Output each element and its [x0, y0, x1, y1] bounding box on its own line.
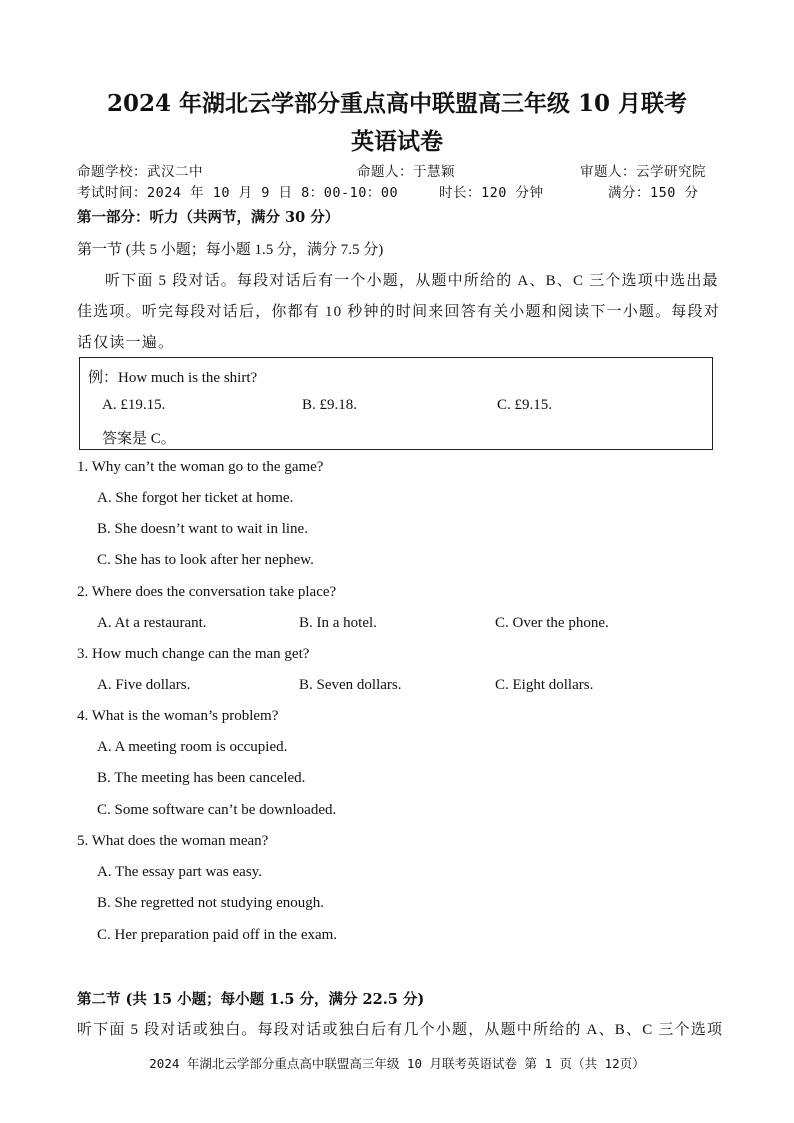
question-2-option-c: C. Over the phone.: [495, 615, 609, 631]
question-1-option-a: A. She forgot her ticket at home.: [97, 490, 294, 506]
page-subtitle: 英语试卷: [351, 128, 443, 155]
question-5-option-b: B. She regretted not studying enough.: [97, 895, 325, 911]
question-3-option-b: B. Seven dollars.: [299, 677, 402, 693]
example-question: 例：How much is the shirt?: [88, 370, 258, 386]
meta-school: 命题学校：武汉二中: [77, 164, 203, 180]
question-1: 1. Why can’t the woman go to the game?: [77, 459, 324, 475]
example-option-a: A. £19.15.: [102, 397, 166, 413]
section1-instruction-line: 佳选项。听完每段对话后，你都有 10 秒钟的时间来回答有关小题和阅读下一小题。每段对: [77, 304, 720, 320]
question-5: 5. What does the woman mean?: [77, 833, 269, 849]
example-option-c: C. £9.15.: [497, 397, 553, 413]
meta-score: 满分：150 分: [608, 185, 699, 201]
part1-heading: 第一部分：听力（共两节，满分 30 分）: [77, 209, 340, 226]
section2-instruction: 听下面 5 段对话或独白。每段对话或独白后有几个小题，从题中所给的 A、B、C 三个选项: [77, 1022, 724, 1038]
example-box: [79, 357, 713, 450]
question-2-option-b: B. In a hotel.: [299, 615, 377, 631]
question-4: 4. What is the woman’s problem?: [77, 708, 279, 724]
section1-instruction-line: 听下面 5 段对话。每段对话后有一个小题，从题中所给的 A、B、C 三个选项中选出最: [105, 273, 719, 289]
question-4-option-b: B. The meeting has been canceled.: [97, 770, 306, 786]
meta-time: 考试时间：2024 年 10 月 9 日 8：00-10：00: [77, 185, 399, 201]
meta-reviewer: 审题人：云学研究院: [580, 164, 706, 180]
question-3-option-a: A. Five dollars.: [97, 677, 191, 693]
page-title: 2024 年湖北云学部分重点高中联盟高三年级 10 月联考: [106, 90, 688, 117]
section1-instruction-line: 话仅读一遍。: [77, 335, 175, 351]
example-answer: 答案是 C。: [102, 431, 176, 447]
section2-heading: 第二节 (共 15 小题；每小题 1.5 分，满分 22.5 分): [77, 991, 425, 1008]
meta-duration: 时长：120 分钟: [439, 185, 544, 201]
question-5-option-c: C. Her preparation paid off in the exam.: [97, 927, 338, 943]
question-2-option-a: A. At a restaurant.: [97, 615, 207, 631]
meta-author: 命题人：于慧颖: [357, 164, 455, 180]
question-4-option-c: C. Some software can’t be downloaded.: [97, 802, 337, 818]
question-4-option-a: A. A meeting room is occupied.: [97, 739, 288, 755]
example-option-b: B. £9.18.: [302, 397, 358, 413]
question-1-option-c: C. She has to look after her nephew.: [97, 552, 314, 568]
question-3-option-c: C. Eight dollars.: [495, 677, 594, 693]
section1-heading: 第一节 (共 5 小题；每小题 1.5 分，满分 7.5 分): [77, 242, 384, 258]
page-footer: 2024 年湖北云学部分重点高中联盟高三年级 10 月联考英语试卷 第 1 页（共 12页）: [149, 1056, 645, 1071]
question-2: 2. Where does the conversation take place?: [77, 584, 337, 600]
question-1-option-b: B. She doesn’t want to wait in line.: [97, 521, 308, 537]
question-3: 3. How much change can the man get?: [77, 646, 310, 662]
question-5-option-a: A. The essay part was easy.: [97, 864, 262, 880]
